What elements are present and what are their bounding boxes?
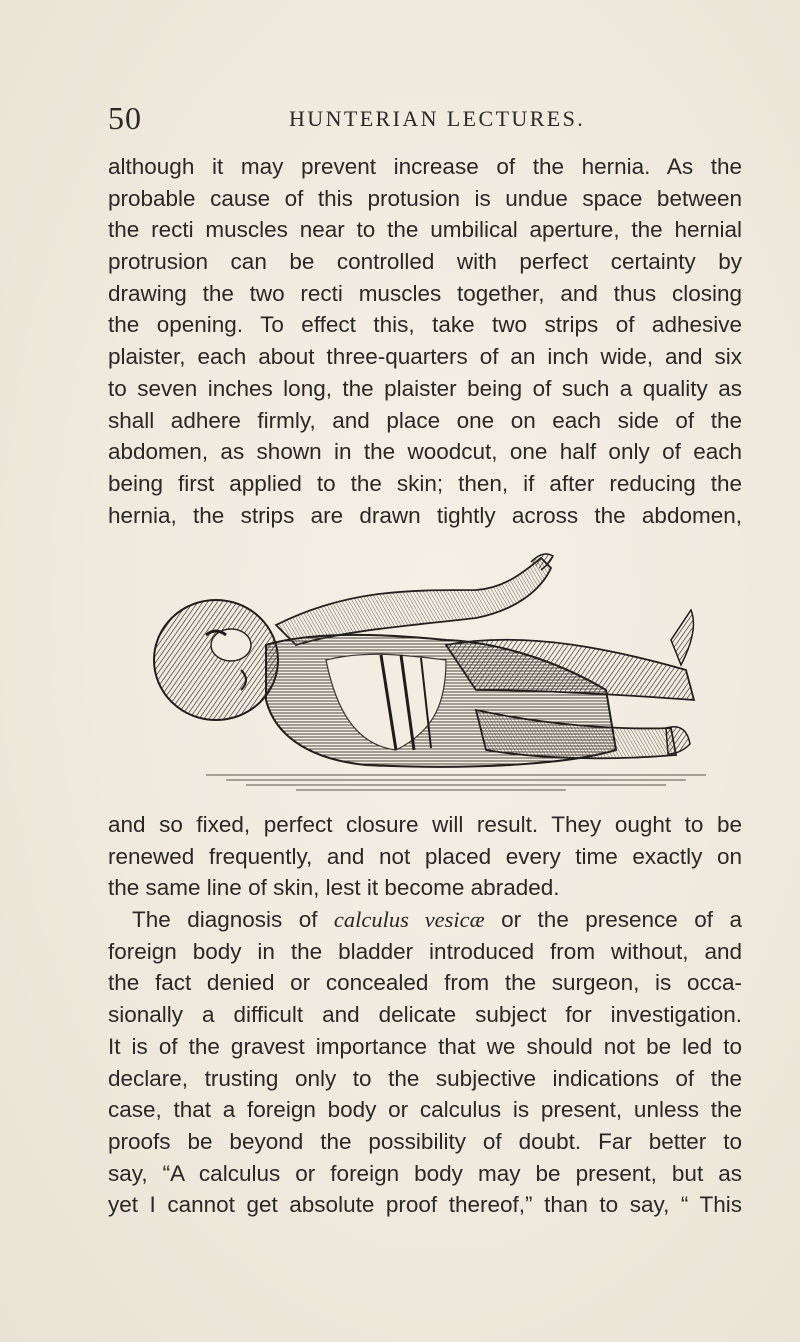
- text-line: drawing the two recti muscles together, and thus closing: [108, 280, 742, 306]
- text-line: foreign body in the bladder introduced from without, and: [108, 938, 742, 964]
- text-line: protrusion can be controlled with perfect certainty by: [108, 249, 742, 275]
- text-line: yet I cannot get absolute proof thereof,” than to say, “ This: [108, 1192, 742, 1218]
- text-line: plaister, each about three-quarters of an inch wide, and six: [108, 344, 742, 370]
- text-line: It is of the gravest importance that we should not be led to: [108, 1033, 742, 1059]
- text-run: or the presence of a: [484, 907, 742, 933]
- text-line: shall adhere firmly, and place one on each side of the: [108, 407, 742, 433]
- text-line: declare, trusting only to the subjective indications of the: [108, 1065, 742, 1091]
- text-line: hernia, the strips are drawn tightly across the abdomen,: [108, 502, 742, 528]
- text-line: although it may prevent increase of the hernia. As the: [108, 154, 742, 179]
- woodcut-illustration: [146, 550, 716, 800]
- text-line: and so fixed, perfect closure will result. They ought to be: [108, 812, 742, 837]
- text-line: the recti muscles near to the umbilical aperture, the hernial: [108, 217, 742, 243]
- paragraph-2: [108, 809, 742, 1221]
- infant-head: [154, 600, 278, 720]
- text-line: case, that a foreign body or calculus is present, unless the: [108, 1097, 742, 1123]
- text-line: abdomen, as shown in the woodcut, one half only of each: [108, 439, 742, 465]
- page-number: 50: [108, 100, 142, 136]
- infant-arm: [276, 554, 553, 645]
- text-line: the same line of skin, lest it become abraded.: [108, 875, 560, 901]
- text-line: sionally a difficult and delicate subject for investigation.: [108, 1002, 742, 1028]
- surface-lines: [206, 775, 706, 790]
- page-header: [108, 100, 748, 140]
- text-line: renewed frequently, and not placed every time exactly on: [108, 843, 742, 869]
- text-line: probable cause of this protusion is undue space between: [108, 185, 742, 211]
- text-line: to seven inches long, the plaister being of such a quality as: [108, 375, 742, 401]
- text-line: the fact denied or concealed from the surgeon, is occa-: [108, 970, 742, 996]
- text-line: being first applied to the skin; then, if after reducing the: [108, 470, 742, 496]
- text-line: proofs be beyond the possibility of doubt. Far better to: [108, 1128, 742, 1154]
- infant-legs: [446, 610, 694, 758]
- text-line: [108, 904, 742, 936]
- text-line: say, “A calculus or foreign body may be present, but as: [108, 1160, 742, 1186]
- paragraph-1: [108, 151, 742, 531]
- italic-term: calculus vesicæ: [333, 907, 485, 933]
- text-run: The diagnosis of: [132, 907, 334, 933]
- text-line: the opening. To effect this, take two strips of adhesive: [108, 312, 742, 338]
- running-head: HUNTERIAN LECTURES.: [289, 106, 586, 131]
